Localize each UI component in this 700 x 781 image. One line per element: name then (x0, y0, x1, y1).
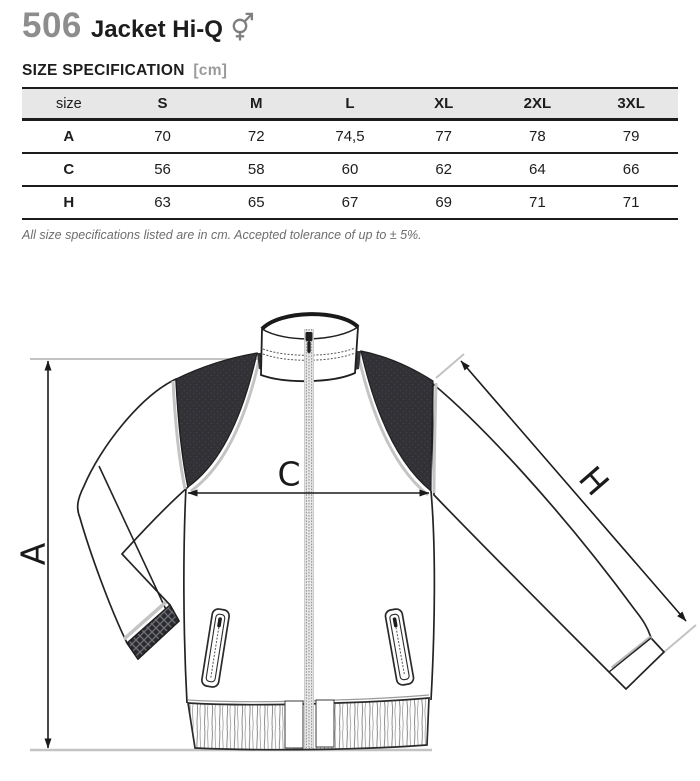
col-header-3xl: 3XL (617, 95, 645, 112)
zipper-slider (306, 332, 313, 341)
cell-a-xl: 77 (435, 128, 452, 145)
left-sleeve (78, 379, 188, 659)
row-label-a: A (63, 128, 75, 145)
col-header-xl: XL (434, 95, 454, 112)
col-header-2xl: 2XL (523, 95, 552, 112)
dim-label-h: H (571, 458, 617, 504)
product-name: Jacket Hi-Q (90, 16, 223, 43)
cell-h-3xl: 71 (622, 194, 640, 211)
cell-h-xl: 69 (435, 194, 452, 211)
size-table (22, 87, 678, 220)
section-title-row (0, 45, 700, 87)
row-label-c: C (63, 161, 75, 178)
tolerance-note: All size specifications listed are in cm. Accepted tolerance of up to ± 5%. (22, 228, 422, 242)
zipper-pull (307, 341, 310, 353)
cell-c-2xl: 64 (529, 161, 546, 178)
cell-h-s: 63 (154, 194, 171, 211)
table-row-h (22, 186, 678, 219)
front-zipper (305, 329, 314, 748)
cell-c-s: 56 (154, 161, 171, 178)
cell-c-xl: 62 (435, 161, 452, 178)
dim-label-a: A (13, 542, 53, 566)
table-row-c (22, 153, 678, 186)
dim-label-c: C (277, 454, 301, 494)
jacket-technical-drawing (0, 248, 700, 781)
table-row-a (22, 120, 678, 154)
cell-c-l: 60 (341, 161, 359, 178)
cell-a-3xl: 79 (622, 128, 640, 145)
cell-c-m: 58 (247, 161, 265, 178)
unisex-icon (230, 10, 256, 47)
col-header-size: size (55, 95, 82, 112)
cell-c-3xl: 66 (622, 161, 640, 178)
cell-h-l: 67 (341, 194, 359, 211)
cell-a-s: 70 (154, 128, 171, 145)
right-sleeve (433, 384, 664, 689)
cell-a-l: 74,5 (335, 128, 365, 145)
product-header (0, 0, 700, 45)
cell-a-m: 72 (247, 128, 265, 145)
row-label-h: H (63, 194, 75, 211)
cell-h-m: 65 (247, 194, 265, 211)
cell-h-2xl: 71 (529, 194, 546, 211)
section-title: SIZE SPECIFICATION (22, 62, 185, 79)
col-header-s: S (157, 95, 168, 112)
col-header-m: M (250, 95, 263, 112)
col-header-l: L (345, 95, 355, 112)
cell-a-2xl: 78 (529, 128, 546, 145)
product-number: 506 (22, 6, 82, 45)
unit-label: [cm] (193, 62, 228, 79)
size-table-header-row (22, 88, 678, 120)
